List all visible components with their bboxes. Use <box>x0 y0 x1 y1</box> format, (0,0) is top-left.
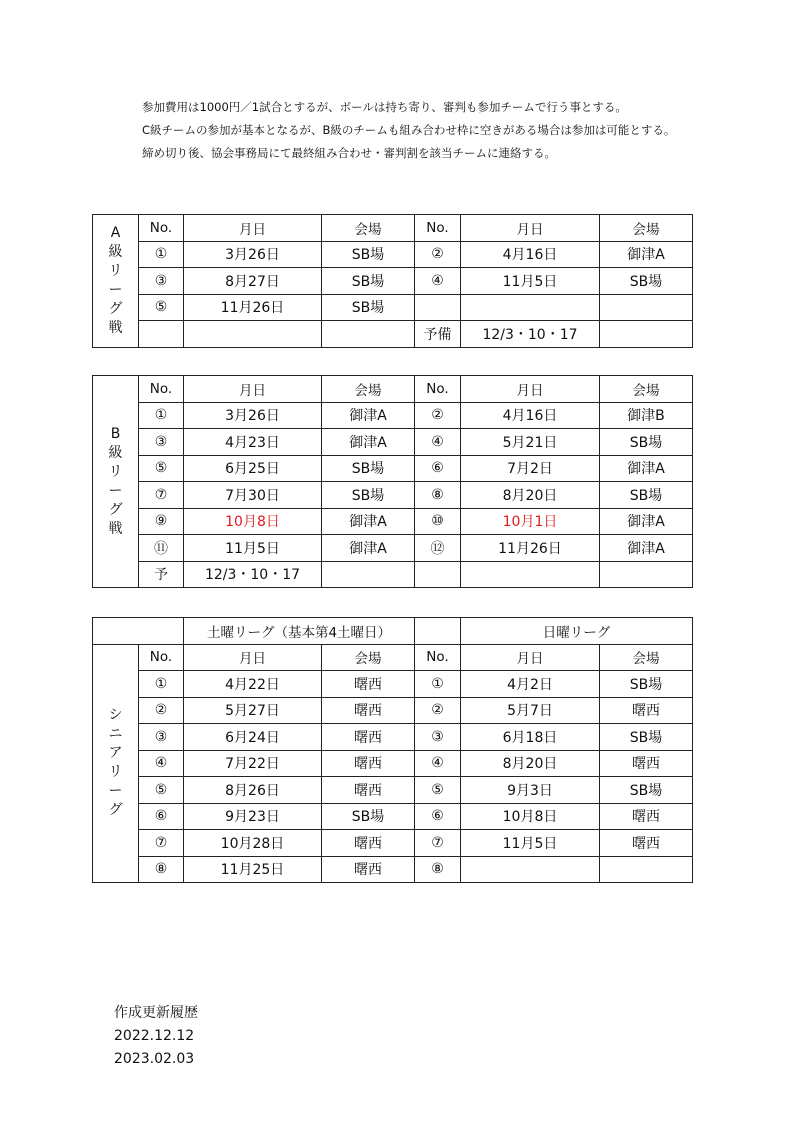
schedule-row <box>93 429 693 456</box>
match-venue-cell: SB場 <box>600 268 693 295</box>
history-title: 作成更新履歴 <box>114 1005 198 1021</box>
schedule-row <box>93 750 693 777</box>
note-line: C級チームの参加が基本となるが、B級のチームも組み合わせ枠に空きがある場合は参加は可能とする。 <box>142 123 676 137</box>
schedule-row <box>93 241 693 268</box>
match-venue-cell: SB場 <box>600 671 693 698</box>
schedule-row <box>93 856 693 883</box>
column-header-no: No. <box>415 644 461 671</box>
empty-cell <box>415 618 461 645</box>
column-header-venue: 会場 <box>600 215 693 242</box>
match-venue-cell: 御津A <box>600 508 693 535</box>
schedule-row <box>93 535 693 562</box>
match-number-cell: ⑥ <box>139 803 184 830</box>
match-venue-cell: 御津A <box>322 402 415 429</box>
match-number-cell: 予 <box>139 561 184 588</box>
match-venue-cell: 御津A <box>322 535 415 562</box>
column-header-venue: 会場 <box>600 644 693 671</box>
match-venue-cell: SB場 <box>322 294 415 321</box>
column-header-date: 月日 <box>184 644 322 671</box>
match-date-cell: 7月30日 <box>184 482 322 509</box>
match-number-cell: ⑤ <box>139 455 184 482</box>
match-number-cell: ⑧ <box>139 856 184 883</box>
empty-cell <box>93 618 184 645</box>
match-venue-cell: SB場 <box>322 482 415 509</box>
match-date-cell: 5月21日 <box>461 429 600 456</box>
match-venue-cell: SB場 <box>600 429 693 456</box>
match-number-cell: ② <box>415 402 461 429</box>
match-number-cell: ④ <box>415 429 461 456</box>
schedule-row <box>93 455 693 482</box>
match-date-cell: 10月1日 <box>461 508 600 535</box>
match-venue-cell <box>600 561 693 588</box>
match-number-cell <box>139 321 184 348</box>
match-number-cell: ⑤ <box>139 294 184 321</box>
match-date-cell: 11月25日 <box>184 856 322 883</box>
column-header-no: No. <box>139 644 184 671</box>
match-venue-cell: SB場 <box>322 268 415 295</box>
match-date-cell <box>461 856 600 883</box>
match-number-cell: ⑧ <box>415 482 461 509</box>
match-number-cell: ① <box>139 671 184 698</box>
match-date-cell: 11月26日 <box>184 294 322 321</box>
schedule-row <box>93 402 693 429</box>
match-venue-cell: 御津A <box>600 535 693 562</box>
match-date-cell <box>184 321 322 348</box>
column-header-venue: 会場 <box>322 376 415 403</box>
match-date-cell: 6月24日 <box>184 724 322 751</box>
column-header-date: 月日 <box>184 376 322 403</box>
match-venue-cell: 曙西 <box>600 750 693 777</box>
column-header-venue: 会場 <box>322 644 415 671</box>
match-venue-cell: 曙西 <box>322 830 415 857</box>
match-venue-cell: SB場 <box>600 777 693 804</box>
league-label-text: B級リーグ戦 <box>108 425 123 537</box>
column-header-venue: 会場 <box>600 376 693 403</box>
match-date-cell: 4月16日 <box>461 402 600 429</box>
column-header-date: 月日 <box>184 215 322 242</box>
match-venue-cell: 曙西 <box>600 830 693 857</box>
league-a-table <box>92 214 693 348</box>
match-date-cell: 11月5日 <box>461 830 600 857</box>
match-date-cell: 8月20日 <box>461 750 600 777</box>
match-number-cell: 予備 <box>415 321 461 348</box>
schedule-row <box>93 724 693 751</box>
match-venue-cell: 御津A <box>600 241 693 268</box>
match-date-cell: 9月3日 <box>461 777 600 804</box>
column-header-date: 月日 <box>461 376 600 403</box>
match-number-cell: ④ <box>415 750 461 777</box>
column-header-no: No. <box>139 215 184 242</box>
match-number-cell: ⑦ <box>139 830 184 857</box>
match-venue-cell: 曙西 <box>322 671 415 698</box>
match-number-cell: ③ <box>139 724 184 751</box>
match-number-cell: ⑦ <box>139 482 184 509</box>
match-venue-cell: 曙西 <box>322 856 415 883</box>
match-date-cell: 7月2日 <box>461 455 600 482</box>
match-date-cell: 6月25日 <box>184 455 322 482</box>
match-venue-cell <box>322 321 415 348</box>
match-number-cell: ⑨ <box>139 508 184 535</box>
match-number-cell: ⑪ <box>139 535 184 562</box>
match-date-cell: 6月18日 <box>461 724 600 751</box>
league-b-table <box>92 375 693 588</box>
match-date-cell: 5月7日 <box>461 697 600 724</box>
match-date-cell: 8月27日 <box>184 268 322 295</box>
schedule-row <box>93 777 693 804</box>
league-label <box>93 644 139 883</box>
match-date-cell: 9月23日 <box>184 803 322 830</box>
schedule-row <box>93 321 693 348</box>
match-number-cell: ⑦ <box>415 830 461 857</box>
match-venue-cell: SB場 <box>600 482 693 509</box>
match-number-cell: ③ <box>139 268 184 295</box>
match-date-cell: 10月8日 <box>184 508 322 535</box>
match-number-cell: ② <box>139 697 184 724</box>
match-venue-cell <box>322 561 415 588</box>
schedule-row <box>93 803 693 830</box>
match-number-cell: ① <box>139 241 184 268</box>
match-date-cell: 5月27日 <box>184 697 322 724</box>
match-venue-cell <box>600 321 693 348</box>
match-venue-cell: SB場 <box>600 724 693 751</box>
schedule-row <box>93 671 693 698</box>
header-row <box>93 215 693 242</box>
match-venue-cell: 御津B <box>600 402 693 429</box>
match-date-cell: 4月23日 <box>184 429 322 456</box>
match-venue-cell: 御津A <box>322 429 415 456</box>
schedule-row <box>93 294 693 321</box>
column-header-date: 月日 <box>461 644 600 671</box>
match-venue-cell: 曙西 <box>600 803 693 830</box>
schedule-row <box>93 268 693 295</box>
match-date-cell: 12/3・10・17 <box>461 321 600 348</box>
history-date: 2023.02.03 <box>114 1051 195 1067</box>
match-number-cell: ③ <box>415 724 461 751</box>
match-date-cell: 4月22日 <box>184 671 322 698</box>
match-date-cell: 3月26日 <box>184 241 322 268</box>
match-number-cell: ① <box>139 402 184 429</box>
match-venue-cell: SB場 <box>322 803 415 830</box>
match-venue-cell <box>600 856 693 883</box>
match-venue-cell: 曙西 <box>322 697 415 724</box>
match-date-cell: 4月2日 <box>461 671 600 698</box>
match-number-cell: ⑧ <box>415 856 461 883</box>
column-header-no: No. <box>415 376 461 403</box>
column-header-no: No. <box>415 215 461 242</box>
schedule-row <box>93 508 693 535</box>
note-line: 締め切り後、協会事務局にて最終組み合わせ・審判割を該当チームに連絡する。 <box>142 146 556 160</box>
schedule-row <box>93 697 693 724</box>
league-label-text: シニアリーグ <box>108 707 123 819</box>
match-date-cell: 12/3・10・17 <box>184 561 322 588</box>
header-row <box>93 644 693 671</box>
match-date-cell <box>461 294 600 321</box>
column-header-date: 月日 <box>461 215 600 242</box>
saturday-league-title: 土曜リーグ（基本第4土曜日） <box>184 618 415 645</box>
match-date-cell: 11月26日 <box>461 535 600 562</box>
senior-league-table <box>92 617 693 883</box>
schedule-row <box>93 482 693 509</box>
match-number-cell: ⑥ <box>415 455 461 482</box>
league-label-text: A級リーグ戦 <box>108 224 123 336</box>
match-venue-cell: 曙西 <box>600 697 693 724</box>
match-venue-cell: 曙西 <box>322 724 415 751</box>
match-date-cell: 7月22日 <box>184 750 322 777</box>
header-row <box>93 376 693 403</box>
match-number-cell: ② <box>415 241 461 268</box>
notes-section <box>142 96 675 165</box>
match-number-cell: ① <box>415 671 461 698</box>
match-number-cell: ④ <box>415 268 461 295</box>
match-venue-cell: 曙西 <box>322 777 415 804</box>
match-number-cell: ⑤ <box>139 777 184 804</box>
column-header-venue: 会場 <box>322 215 415 242</box>
match-number-cell: ④ <box>139 750 184 777</box>
match-date-cell: 4月16日 <box>461 241 600 268</box>
match-number-cell: ⑫ <box>415 535 461 562</box>
senior-title-row <box>93 618 693 645</box>
match-number-cell: ⑩ <box>415 508 461 535</box>
match-venue-cell: SB場 <box>322 241 415 268</box>
history-date: 2022.12.12 <box>114 1028 195 1044</box>
update-history <box>114 1002 198 1071</box>
match-number-cell: ② <box>415 697 461 724</box>
match-date-cell: 8月26日 <box>184 777 322 804</box>
match-number-cell: ③ <box>139 429 184 456</box>
schedule-row <box>93 561 693 588</box>
match-date-cell: 10月28日 <box>184 830 322 857</box>
match-venue-cell <box>600 294 693 321</box>
match-number-cell: ⑤ <box>415 777 461 804</box>
match-number-cell: ⑥ <box>415 803 461 830</box>
sunday-league-title: 日曜リーグ <box>461 618 693 645</box>
match-venue-cell: 御津A <box>600 455 693 482</box>
match-date-cell: 11月5日 <box>184 535 322 562</box>
league-label <box>93 376 139 588</box>
schedule-row <box>93 830 693 857</box>
match-venue-cell: 曙西 <box>322 750 415 777</box>
match-venue-cell: 御津A <box>322 508 415 535</box>
match-number-cell <box>415 294 461 321</box>
match-date-cell: 10月8日 <box>461 803 600 830</box>
column-header-no: No. <box>139 376 184 403</box>
league-label <box>93 215 139 348</box>
match-date-cell: 3月26日 <box>184 402 322 429</box>
match-number-cell <box>415 561 461 588</box>
match-date-cell <box>461 561 600 588</box>
match-date-cell: 8月20日 <box>461 482 600 509</box>
note-line: 参加費用は1000円／1試合とするが、ボールは持ち寄り、審判も参加チームで行う事とする。 <box>142 100 627 114</box>
match-date-cell: 11月5日 <box>461 268 600 295</box>
match-venue-cell: SB場 <box>322 455 415 482</box>
